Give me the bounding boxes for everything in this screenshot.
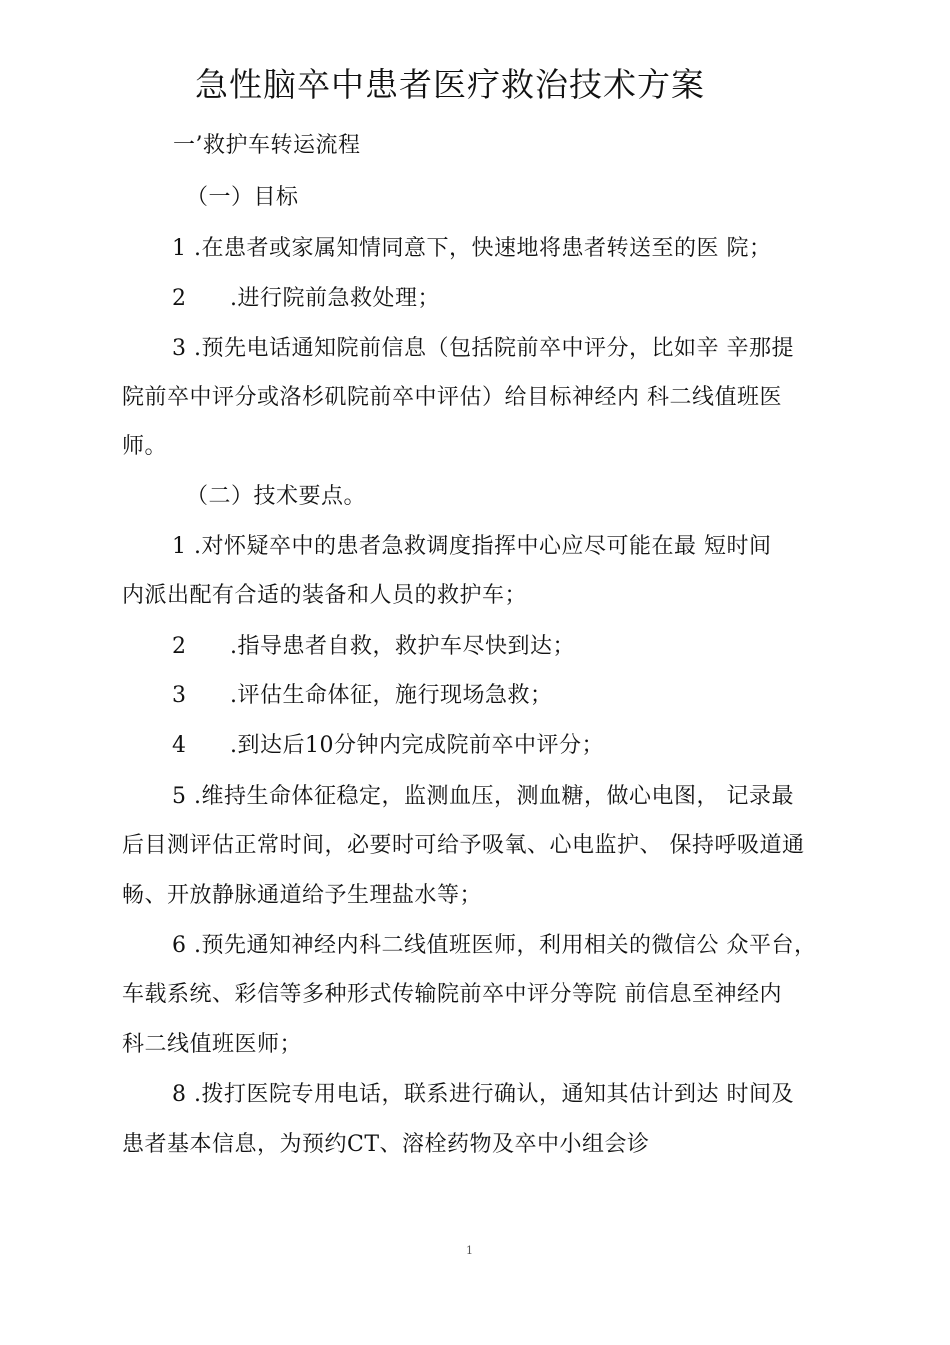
goal-item-2-text: .进行院前急救处理； [230, 286, 440, 311]
tech-item-2 [172, 631, 575, 663]
subsection-heading-technical-points: （二）技术要点。 [186, 484, 367, 509]
tech-item-6-line-1: 6 .预先通知神经内科二线值班医师，利用相关的微信公 众平台， [172, 933, 817, 958]
tech-item-4-text: .到达后10分钟内完成院前卒中评分； [230, 733, 604, 758]
goal-item-3-line-2: 院前卒中评分或洛杉矶院前卒中评估）给目标神经内 科二线值班医 [122, 385, 782, 410]
tech-item-6-line-2: 车载系统、彩信等多种形式传输院前卒中评分等院 前信息至神经内 [122, 982, 782, 1007]
goal-item-2-number: 2 [172, 286, 187, 311]
section-heading-ambulance-transfer: 一’救护车转运流程 [173, 133, 361, 158]
tech-item-1-line-2: 内派出配有合适的装备和人员的救护车； [122, 583, 528, 608]
tech-item-3-text: .评估生命体征，施行现场急救； [230, 683, 553, 708]
tech-item-3 [172, 680, 553, 712]
subsection-heading-goals: （一）目标 [186, 185, 299, 210]
tech-item-2-text: .指导患者自救，救护车尽快到达； [230, 634, 575, 659]
tech-item-3-number: 3 [172, 683, 187, 708]
goal-item-2 [172, 283, 440, 315]
tech-item-5-line-2: 后目测评估正常时间，必要时可给予吸氧、心电监护、 保持呼吸道通 [122, 833, 805, 858]
goal-item-1: 1 .在患者或家属知情同意下，快速地将患者转送至的医 院； [172, 236, 772, 261]
tech-item-6-line-3: 科二线值班医师； [122, 1032, 303, 1057]
goal-item-3-line-3: 师。 [122, 434, 168, 459]
document-title: 急性脑卒中患者医疗救治技术方案 [195, 65, 705, 104]
tech-item-1-line-1: 1 .对怀疑卒中的患者急救调度指挥中心应尽可能在最 短时间 [172, 534, 772, 559]
tech-item-4-number: 4 [172, 733, 187, 758]
tech-item-5-line-3: 畅、开放静脉通道给予生理盐水等； [122, 883, 483, 908]
tech-item-2-number: 2 [172, 634, 187, 659]
tech-item-8-line-1: 8 .拨打医院专用电话，联系进行确认，通知其估计到达 时间及 [172, 1082, 794, 1107]
tech-item-8-line-2: 患者基本信息，为预约CT、溶栓药物及卒中小组会诊 [122, 1132, 650, 1157]
tech-item-4 [172, 730, 604, 762]
tech-item-5-line-1: 5 .维持生命体征稳定，监测血压，测血糖，做心电图， 记录最 [172, 784, 794, 809]
goal-item-3-line-1: 3 .预先电话通知院前信息（包括院前卒中评分，比如辛 辛那提 [172, 336, 794, 361]
page-number: 1 [466, 1244, 473, 1257]
